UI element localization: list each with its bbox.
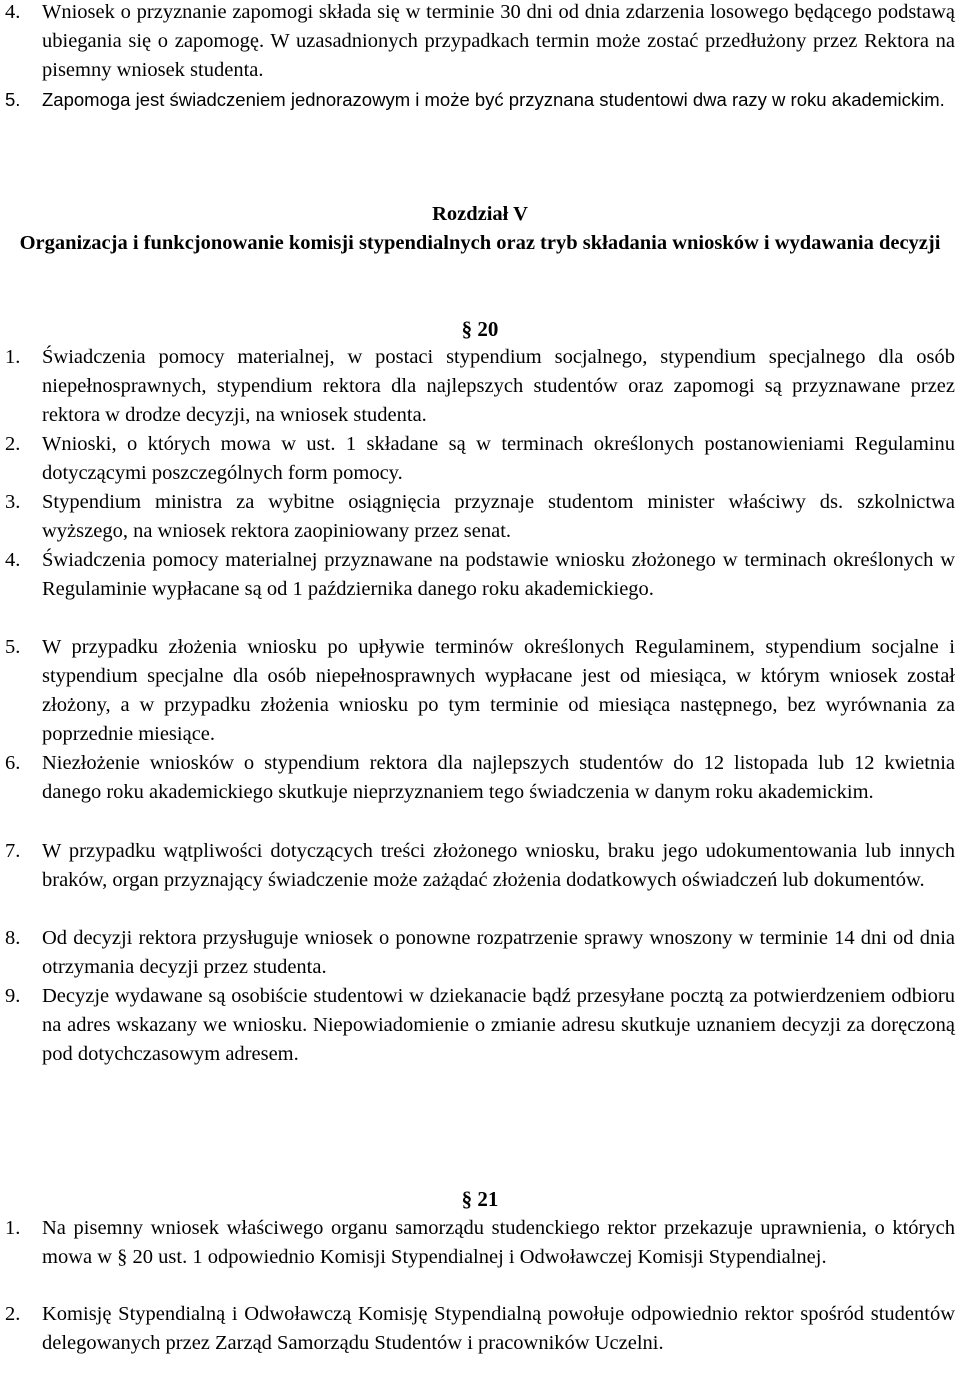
item-text: Świadczenia pomocy materialnej, w postaci stypendium socjalnego, stypendium specjalnego dla osób niepełnosprawnych, stypendium rektora dla najlepszych studentów oraz zapomogi są przyznawane przez rektora w drodze decyzji, na wniosek studenta.: [42, 346, 955, 426]
list-item: [5, 85, 955, 114]
paragraph-heading: § 20: [461, 317, 499, 341]
item-number: 9.: [5, 985, 21, 1007]
item-text: Decyzje wydawane są osobiście studentowi w dziekanacie bądź przesyłane pocztą za potwierdzeniem odbioru na adres wskazany we wniosku. Niepowiadomienie o zmianie adresu skutkuje uznaniem decyzji za doręczoną pod dotychczasowym adresem.: [42, 985, 955, 1065]
list-item: [5, 1214, 955, 1272]
item-text: W przypadku wątpliwości dotyczących treści złożonego wniosku, braku jego udokumentowania lub innych braków, organ przyznający świadczenie może zażądać złożenia dodatkowych oświadczeń lub dokumentów.: [42, 840, 955, 891]
item-number: 1.: [5, 1217, 21, 1239]
list-item: [5, 488, 955, 546]
item-text: Zapomoga jest świadczeniem jednorazowym i może być przyznana studentowi dwa razy w roku akademickim.: [42, 89, 945, 110]
list-item: [5, 343, 955, 430]
list-item: [5, 0, 955, 85]
item-number: 4.: [5, 1, 21, 23]
list-item: [5, 430, 955, 488]
item-text: Stypendium ministra za wybitne osiągnięcia przyznaje studentom minister właściwy ds. szkolnictwa wyższego, na wniosek rektora zaopiniowany przez senat.: [42, 491, 955, 542]
item-number: 1.: [5, 346, 21, 368]
list-item: [5, 982, 955, 1069]
item-number: 4.: [5, 549, 21, 571]
item-text: Od decyzji rektora przysługuje wniosek o ponowne rozpatrzenie sprawy wnoszony w terminie 14 dni od dnia otrzymania decyzji przez studenta.: [42, 927, 955, 978]
item-number: 5.: [5, 636, 21, 658]
list-item: [5, 749, 955, 807]
item-text: W przypadku złożenia wniosku po upływie terminów określonych Regulaminem, stypendium socjalne i stypendium specjalne dla osób niepełnosprawnych wypłacane jest od miesiąca, w którym wniosek został złożony, a w przypadku złożenia wniosku po tym terminie od miesiąca następnego, bez wyrównania za poprzednie miesiące.: [42, 636, 955, 745]
item-text: Świadczenia pomocy materialnej przyznawane na podstawie wniosku złożonego w terminach określonych w Regulaminie wypłacane są od 1 października danego roku akademickiego.: [42, 549, 955, 600]
item-number: 8.: [5, 927, 21, 949]
item-text: Wnioski, o których mowa w ust. 1 składane są w terminach określonych postanowieniami Regulaminu dotyczącymi poszczególnych form pomocy.: [42, 433, 955, 484]
chapter-number: Rozdział V: [432, 203, 528, 225]
list-item: [5, 546, 955, 604]
item-number: 2.: [5, 1303, 21, 1325]
paragraph-heading: § 21: [461, 1187, 499, 1211]
chapter-title: Organizacja i funkcjonowanie komisji stypendialnych oraz tryb składania wniosków i wydawania decyzji: [19, 232, 941, 254]
list-item: [5, 837, 955, 895]
item-number: 6.: [5, 752, 21, 774]
list-item: [5, 633, 955, 749]
item-text: Niezłożenie wniosków o stypendium rektora dla najlepszych studentów do 12 listopada lub 12 kwietnia danego roku akademickiego skutkuje nieprzyznaniem tego świadczenia w danym roku akademickim.: [42, 752, 955, 803]
item-number: 2.: [5, 433, 21, 455]
item-text: Na pisemny wniosek właściwego organu samorządu studenckiego rektor przekazuje uprawnienia, o których mowa w § 20 ust. 1 odpowiednio Komisji Stypendialnej i Odwoławczej Komisji Stypendialnej.: [42, 1217, 955, 1268]
item-number: 5.: [5, 89, 21, 110]
item-number: 3.: [5, 491, 21, 513]
item-number: 7.: [5, 840, 21, 862]
list-item: [5, 924, 955, 982]
item-text: Wniosek o przyznanie zapomogi składa się w terminie 30 dni od dnia zdarzenia losowego będącego podstawą ubiegania się o zapomogę. W uzasadnionych przypadkach termin może zostać przedłużony przez Rektora na pisemny wniosek studenta.: [42, 1, 955, 81]
item-text: Komisję Stypendialną i Odwoławczą Komisję Stypendialną powołuje odpowiednio rektor spośród studentów delegowanych przez Zarząd Samorządu Studentów i pracowników Uczelni.: [42, 1303, 955, 1354]
list-item: [5, 1300, 955, 1358]
